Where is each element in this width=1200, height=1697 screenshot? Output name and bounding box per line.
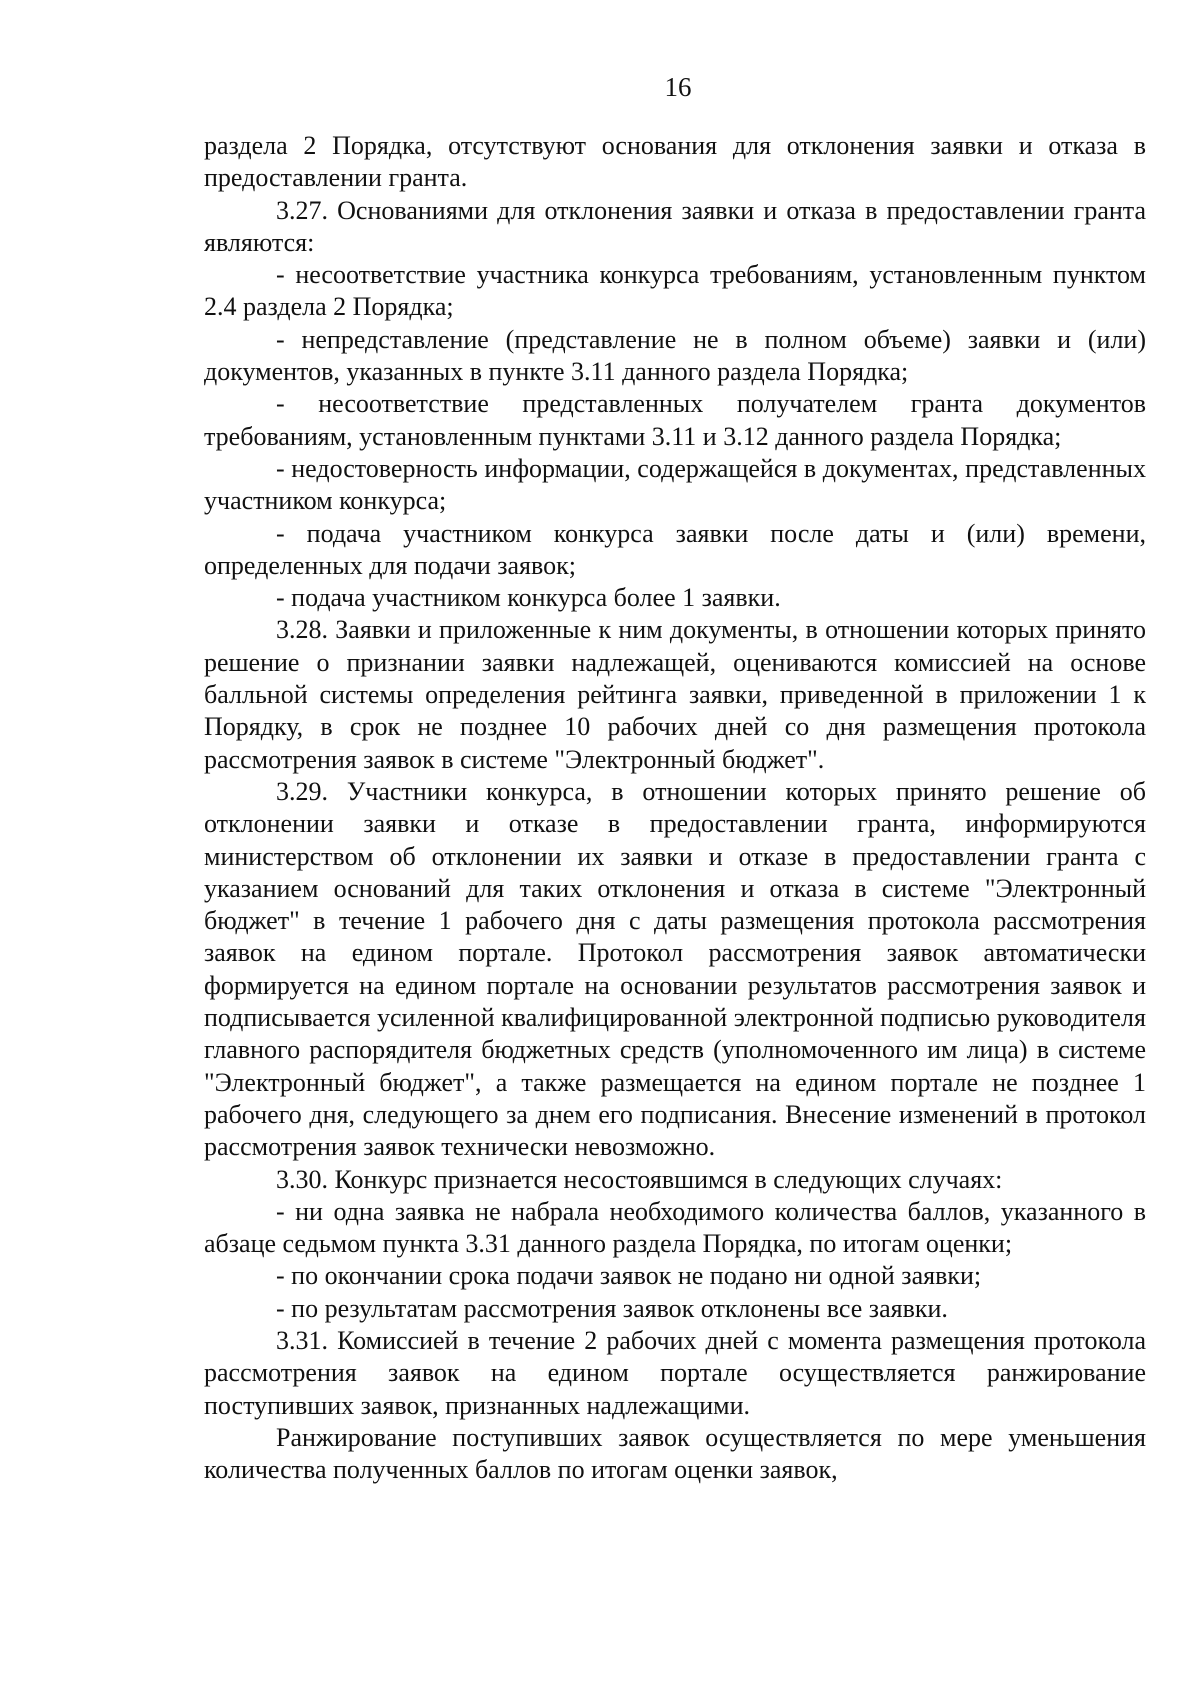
list-item: - недостоверность информации, содержащейся в документах, представленных участником конкурса;: [204, 453, 1146, 516]
paragraph-3-31: 3.31. Комиссией в течение 2 рабочих дней с момента размещения протокола рассмотрения заявок на едином портале осуществляется ранжирование поступивших заявок, признанных надлежащими.: [204, 1325, 1146, 1420]
list-item: - несоответствие представленных получателем гранта документов требованиям, установленным пунктами 3.11 и 3.12 данного раздела Порядка;: [204, 389, 1146, 451]
document-body: [204, 130, 1146, 1486]
page-number: 16: [664, 72, 692, 102]
paragraph-ranking: Ранжирование поступивших заявок осуществляется по мере уменьшения количества полученных баллов по итогам оценки заявок,: [204, 1422, 1146, 1485]
list-item: - по окончании срока подачи заявок не подано ни одной заявки;: [276, 1261, 982, 1291]
paragraph-3-29: 3.29. Участники конкурса, в отношении которых принято решение об отклонении заявки и отказе в предоставлении гранта, информируются министерством об отклонении их заявки и отказе в предоставлении гранта с указанием оснований для таких отклонения и отказа в системе "Электронный бюджет" в течение 1 рабочего дня с даты размещения протокола рассмотрения заявок на едином портале. Протокол рассмотрения заявок автоматически формируется на едином портале на основании результатов рассмотрения заявок и подписывается усиленной квалифицированной электронной подписью руководителя главного распорядителя бюджетных средств (уполномоченного им лица) в системе "Электронный бюджет", а также размещается на едином портале не позднее 1 рабочего дня, следующего за днем его подписания. Внесение изменений в протокол рассмотрения заявок технически невозможно.: [204, 776, 1146, 1162]
list-item: - непредставление (представление не в полном объеме) заявки и (или) документов, указанных в пункте 3.11 данного раздела Порядка;: [204, 324, 1146, 387]
paragraph-3-28: 3.28. Заявки и приложенные к ним документы, в отношении которых принято решение о признании заявки надлежащей, оцениваются комиссией на основе балльной системы определения рейтинга заявки, приведенной в приложении 1 к Порядку, в срок не позднее 10 рабочих дней со дня размещения протокола рассмотрения заявок в системе "Электронный бюджет".: [204, 615, 1146, 774]
paragraph-continuation: раздела 2 Порядка, отсутствуют основания для отклонения заявки и отказа в предоставлении гранта.: [204, 131, 1146, 193]
paragraph-3-30: 3.30. Конкурс признается несостоявшимся в следующих случаях:: [276, 1164, 1003, 1194]
list-item: - подача участником конкурса заявки после даты и (или) времени, определенных для подачи заявок;: [204, 518, 1146, 580]
list-item: - несоответствие участника конкурса требованиям, установленным пунктом 2.4 раздела 2 Порядка;: [204, 260, 1146, 322]
paragraph-3-27: 3.27. Основаниями для отклонения заявки и отказа в предоставлении гранта являются:: [204, 195, 1146, 257]
list-item: - по результатам рассмотрения заявок отклонены все заявки.: [276, 1293, 948, 1323]
list-item: - ни одна заявка не набрала необходимого количества баллов, указанного в абзаце седьмом пункта 3.31 данного раздела Порядка, по итогам оценки;: [204, 1196, 1146, 1259]
list-item: - подача участником конкурса более 1 заявки.: [276, 583, 781, 613]
